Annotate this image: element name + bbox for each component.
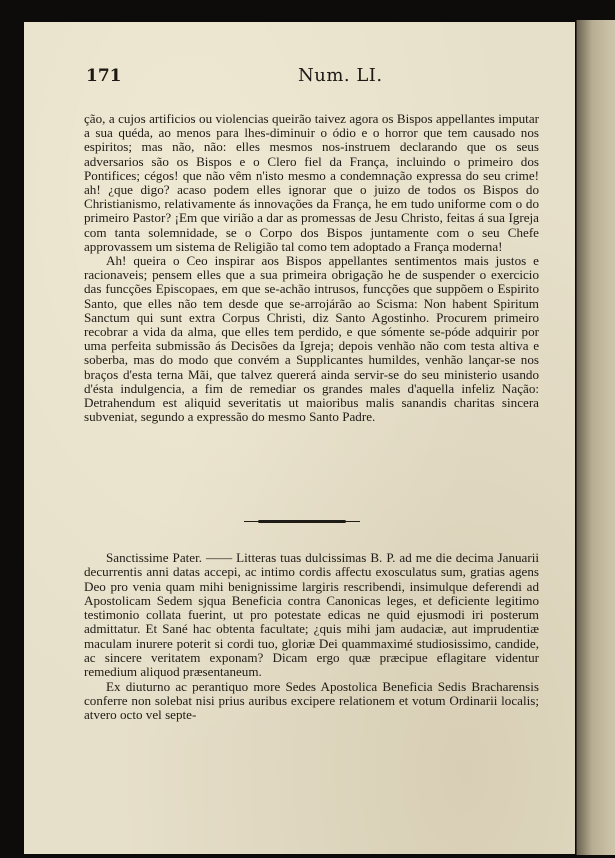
paragraph-sanctissime-pater: Sanctissime Pater. —— Litteras tuas dulcissimas B. P. ad me die decima Januarii decurrentis anni datas accepi, ac intimo cordis affectu exosculatus sum, gratias agens Deo pro venia quam mihi benignissime largiris rescribendi, insimulque deferendi ad Apostolicam Sedem sjqua Beneficia contra Canonicas leges, et deficiente legitimo testimonio collata fuerint, ut pro potestate edicas ne quid ejusmodi iri posterum admittatur. Et Sané hac obtenta facultate; ¿quis mihi jam audaciæ, aut imprudentiæ maculam inurere poterit si cordi tuo, gloriæ Dei quammaximé studiosissimo, candide, ac sincere veritatem exponam? Dicam ergo quæ præcipue eflagitare videntur remedium aliquod præsentaneum. <box>84 550 539 680</box>
adjacent-page-edge <box>576 20 615 855</box>
page-header <box>86 66 538 92</box>
paragraph-ah-queira: Ah! queira o Ceo inspirar aos Bispos appellantes sentimentos mais justos e racionaveis; pensem elles que a sua primeira obrigação he de suspender o exercicio das funcções Episcopaes, em que se-achão intrusos, funcções que suppõem o Espirito Santo, que elles não tem desde que se-arrojárão ao Scisma: Non habent Spiritum Sanctum qui sunt extra Corpus Christi, diz Santo Agostinho. Procurem primeiro recobrar a vida da alma, que elles tem perdido, e que sómente se-póde adquirir por uma perfeita submissão ás Decisões da Igreja; depois venhão não com testa altiva e soberba, mas do modo que convém a Supplicantes humildes, venhão lançar-se nos braços d'esta terna Mãi, que talvez quererá ainda servir-se do seu ministerio usando d'ésta indulgencia, a fim de remediar os grandes males d'aquella infeliz Nação: Detrahendum est aliquid severitatis ut maioribus malis sanandis charitas sincera subveniat, segundo a expressão do mesmo Santo Padre. <box>84 253 539 425</box>
paragraph-continuation: ção, a cujos artificios ou violencias queirão taivez agora os Bispos appellantes imputar a sua quéda, ao menos para lhes-diminuir o ódio e o horror que tem causado nos espiritos; mas não, não: elles mesmos nos-instruem declarando que os seus adversarios são os Bispos e o Clero fiel da França, incluindo o primeiro dos Pontifices; cégos! que não vêm n'isto mesmo a condemnação expressa do seu crime! ah! ¿que digo? acaso podem elles ignorar que o juizo de todos os Bispos do Christianismo, relativamente ás innovações da França, he em tudo uniforme com o do primeiro Pastor? ¡Em que virião a dar as promessas de Jesu Christo, feitas á sua Igreja com tanta solemnidade, se o Corpo dos Bispos juntamente com o seu Chefe approvassem um sistema de Religião tal como tem adoptado a França moderna! <box>84 111 539 254</box>
latin-letter <box>84 551 539 723</box>
section-divider <box>258 520 346 523</box>
page-number: 171 <box>86 66 122 86</box>
running-head: Num. LI. <box>298 65 383 86</box>
portuguese-text <box>84 112 539 424</box>
paragraph-ex-diuturno: Ex diuturno ac perantiquo more Sedes Apostolica Beneficia Sedis Bracharensis conferre non solebat nisi prius auribus excipere relationem et votum Ordinarii localis; atvero octo vel septe- <box>84 678 539 723</box>
